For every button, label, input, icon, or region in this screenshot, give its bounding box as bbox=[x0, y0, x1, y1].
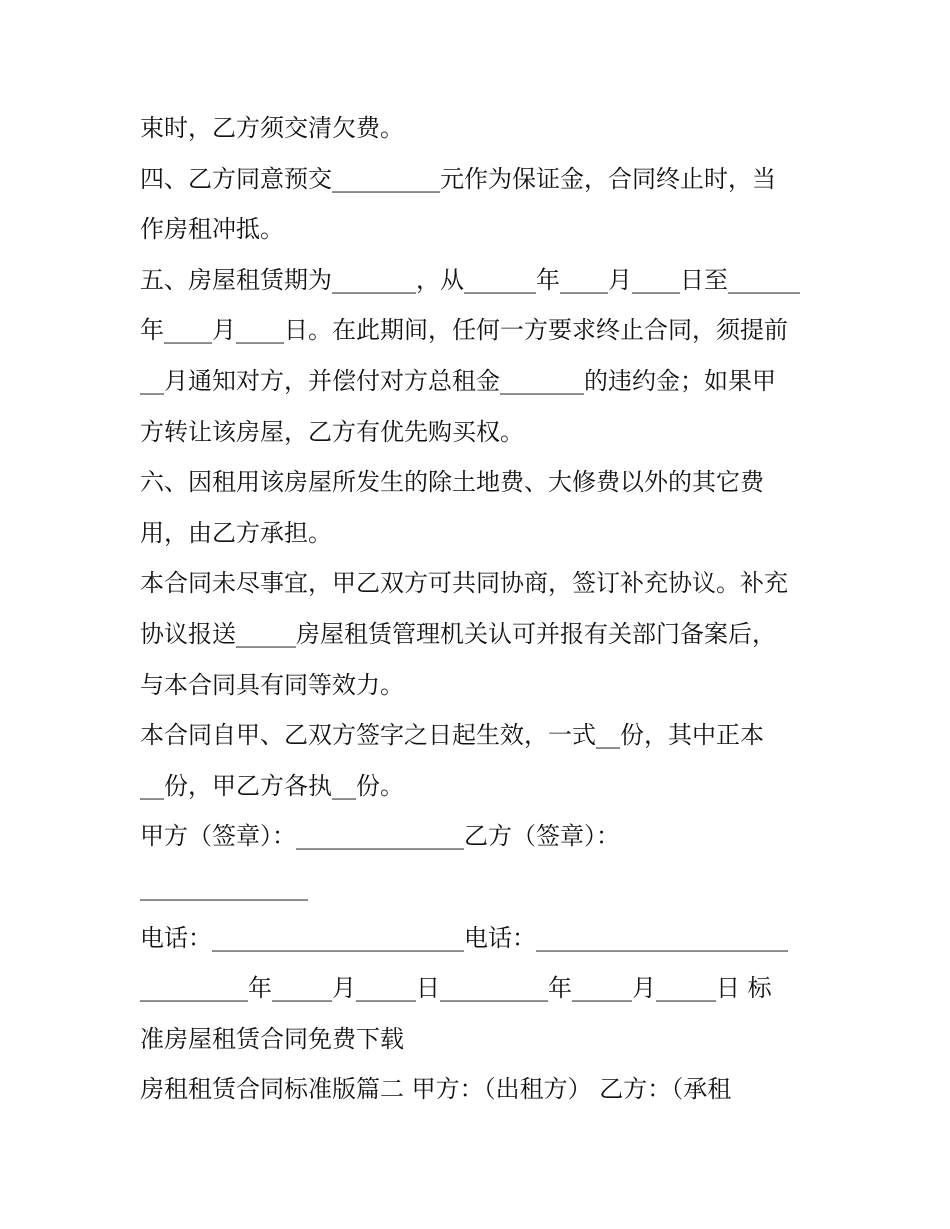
text-line: 方转让该房屋，乙方有优先购买权。 bbox=[140, 417, 524, 446]
document-body bbox=[140, 103, 820, 1115]
text-line: 本合同未尽事宜，甲乙双方可共同协商，签订补充协议。补充 bbox=[140, 569, 788, 598]
text-line: 四、乙方同意预交_________元作为保证金，合同终止时，当 bbox=[140, 164, 776, 193]
text-line: 用，由乙方承担。 bbox=[140, 518, 332, 547]
text-line: 房租租赁合同标准版篇二 甲方：（出租方） 乙方：（承租 bbox=[140, 1075, 732, 1104]
text-line: 本合同自甲、乙双方签字之日起生效，一式__份，其中正本 bbox=[140, 721, 764, 750]
text-line: 作房租冲抵。 bbox=[140, 215, 284, 244]
text-line: 协议报送_____房屋租赁管理机关认可并报有关部门备案后， bbox=[140, 619, 776, 648]
text-line: 与本合同具有同等效力。 bbox=[140, 670, 404, 699]
text-line: 五、房屋租赁期为_______，从______年____月____日至______ bbox=[140, 265, 800, 294]
text-line: 年____月____日。在此期间，任何一方要求终止合同，须提前 bbox=[140, 316, 788, 345]
text-line: __月通知对方，并偿付对方总租金_______的违约金；如果甲 bbox=[140, 366, 776, 395]
date-line: _________年_____月_____日_________年_____月_____日 标 bbox=[140, 974, 772, 1003]
text-line: 准房屋租赁合同免费下载 bbox=[140, 1024, 404, 1053]
phone-line: 电话：_____________________电话：_____________________ bbox=[140, 923, 788, 952]
text-line: __份，甲乙方各执__份。 bbox=[140, 771, 404, 800]
signature-line: 甲方（签章）：______________乙方（签章）： bbox=[140, 822, 620, 851]
text-line: 束时，乙方须交清欠费。 bbox=[140, 114, 404, 142]
signature-blank: ______________ bbox=[140, 872, 308, 901]
text-line: 六、因租用该房屋所发生的除土地费、大修费以外的其它费 bbox=[140, 468, 764, 497]
